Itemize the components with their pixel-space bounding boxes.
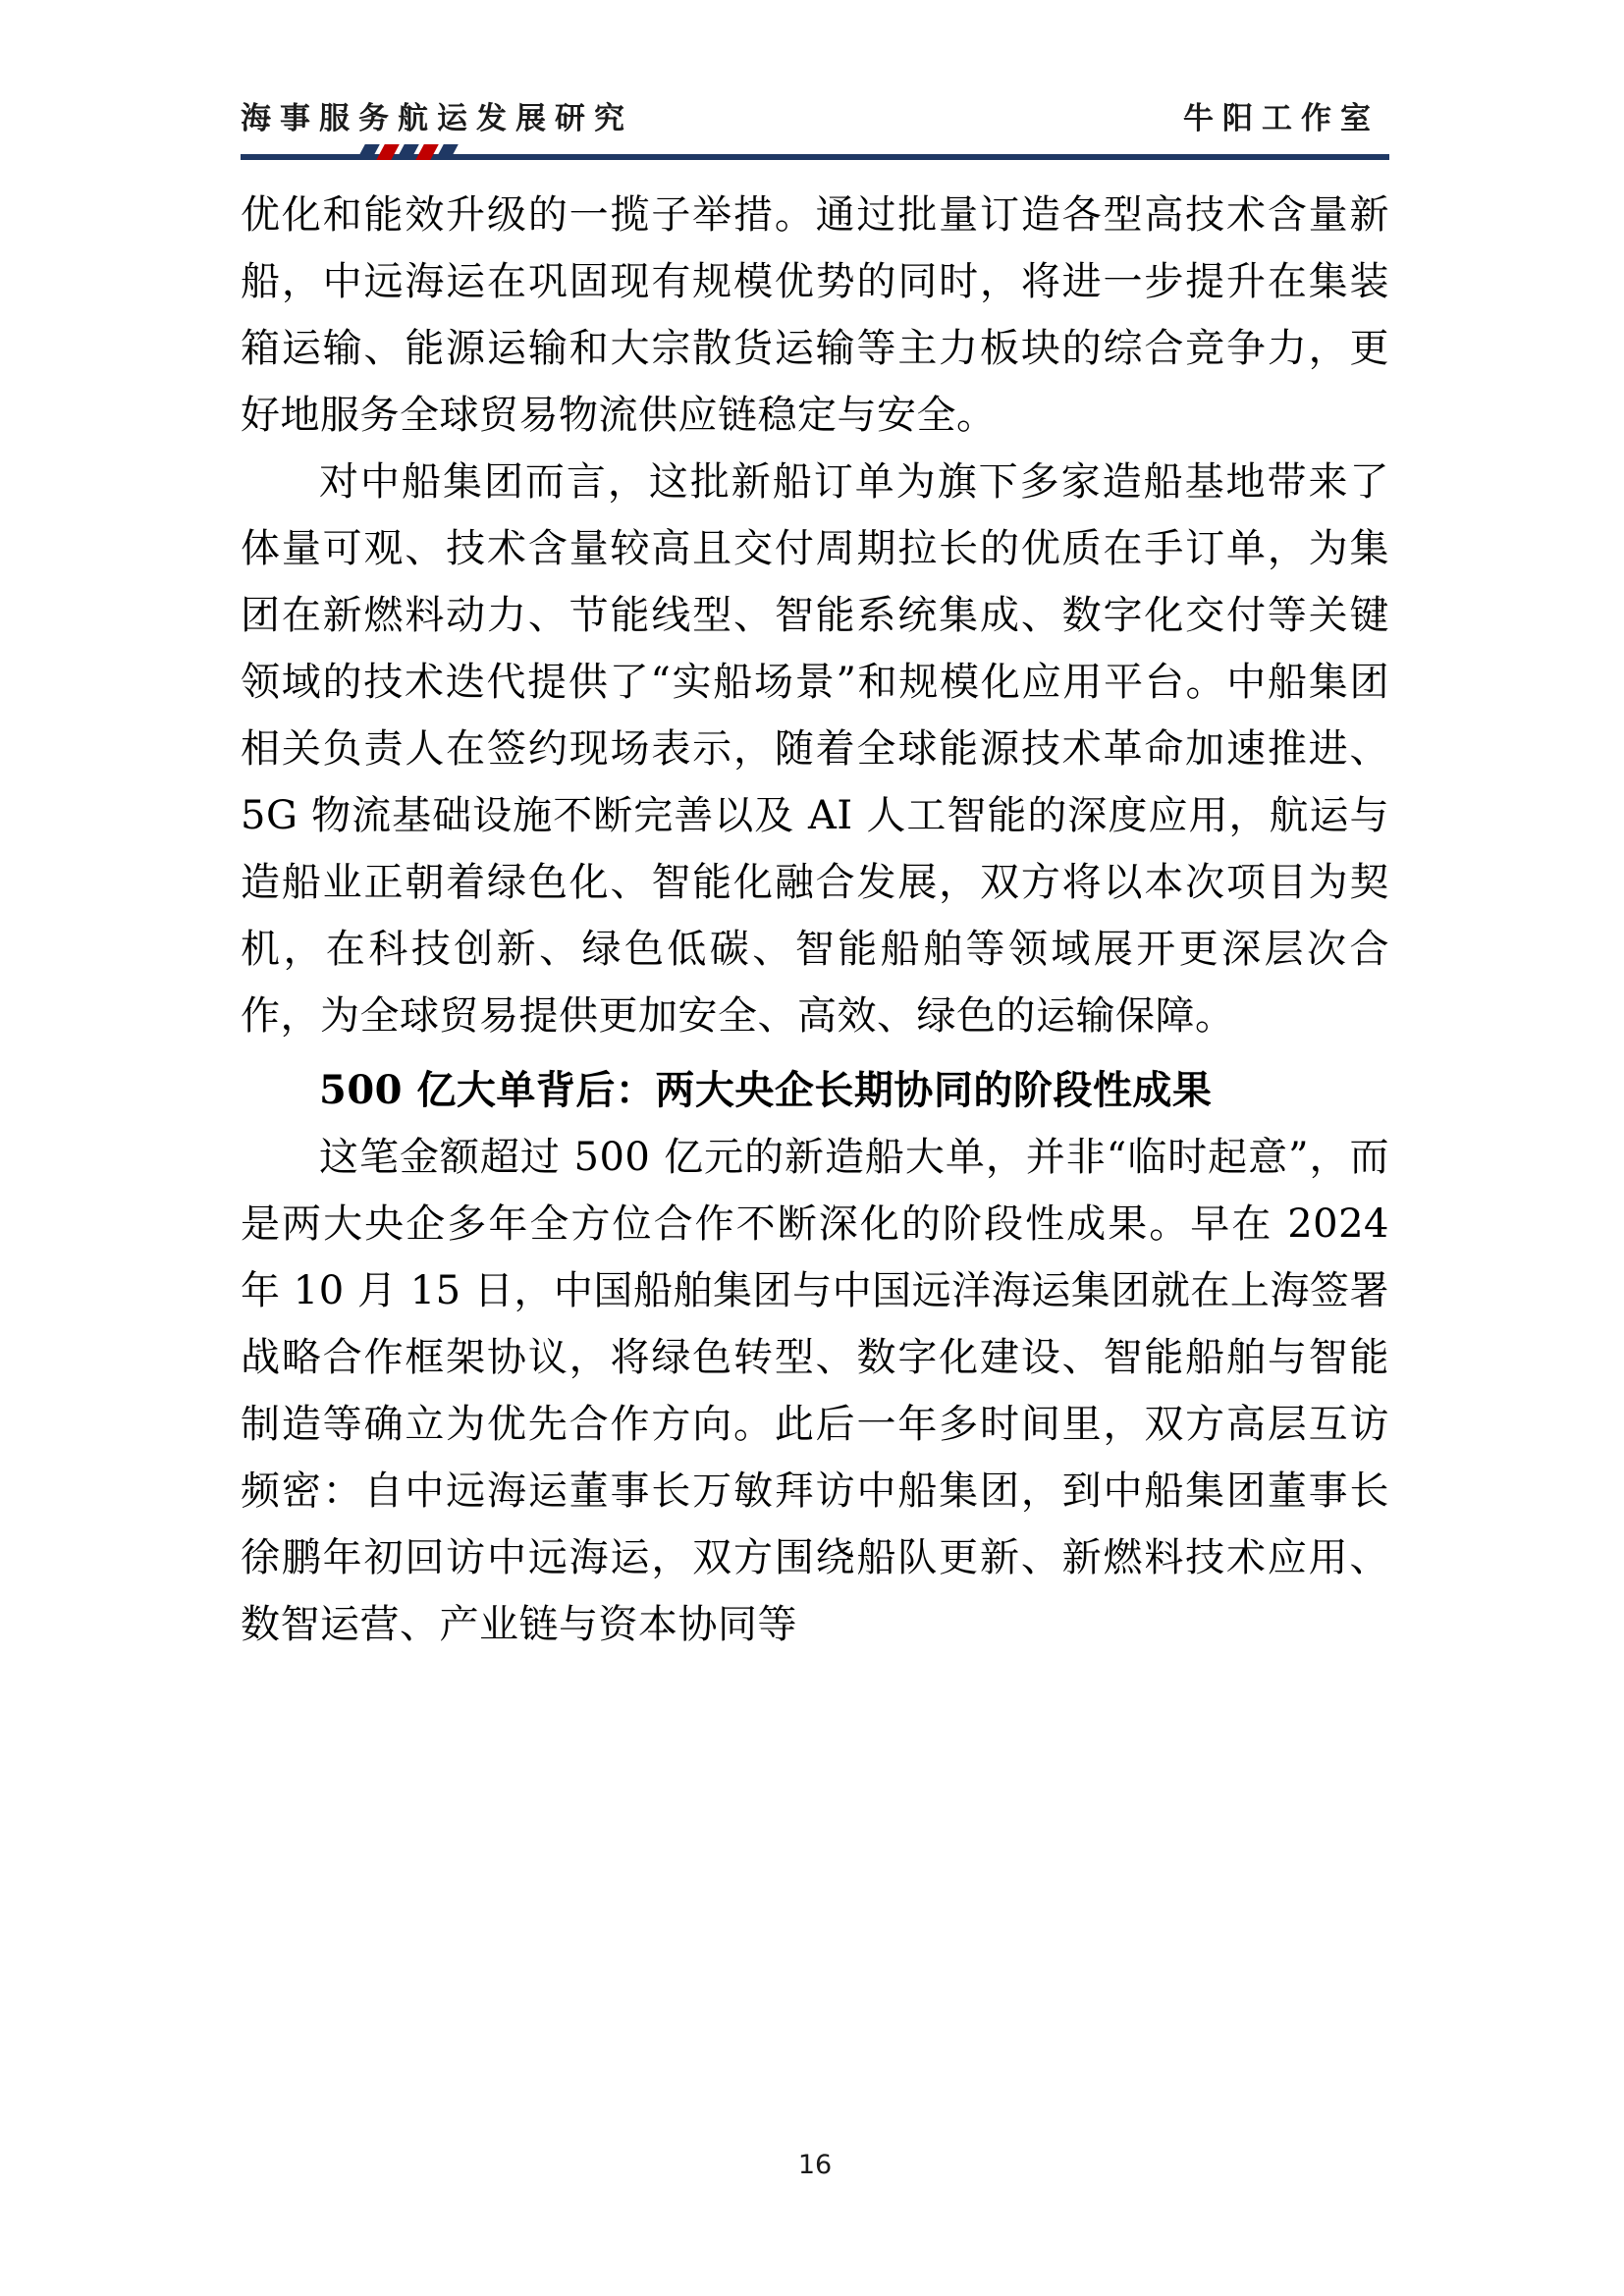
body-text — [241, 182, 1389, 1658]
paragraph-2: 对中船集团而言，这批新船订单为旗下多家造船基地带来了体量可观、技术含量较高且交付周期拉长的优质在手订单，为集团在新燃料动力、节能线型、智能系统集成、数字化交付等关键领域的技术迭代提供了“实船场景”和规模化应用平台。中船集团相关负责人在签约现场表示，随着全球能源技术革命加速推进、5G 物流基础设施不断完善以及 AI 人工智能的深度应用，航运与造船业正朝着绿色化、智能化融合发展，双方将以本次项目为契机，在科技创新、绿色低碳、智能船舶等领域展开更深层次合作，为全球贸易提供更加安全、高效、绿色的运输保障。 — [241, 459, 1389, 1039]
page-content — [241, 0, 1389, 2296]
header-accent-stripes-icon — [358, 144, 474, 160]
page-number: 16 — [797, 2150, 833, 2180]
paragraph-continuation: 优化和能效升级的一揽子举措。通过批量订造各型高技术含量新船，中远海运在巩固现有规模优势的同时，将进一步提升在集装箱运输、能源运输和大宗散货运输等主力板块的综合竞争力，更好地服务全球贸易物流供应链稳定与安全。 — [241, 192, 1389, 438]
header-right-title: 牛阳工作室 — [1183, 101, 1380, 136]
paragraph-3: 这笔金额超过 500 亿元的新造船大单，并非“临时起意”，而是两大央企多年全方位合作不断深化的阶段性成果。早在 2024 年 10 月 15 日，中国船舶集团与中国远洋海运集团就在上海签署战略合作框架协议，将绿色转型、数字化建设、智能船舶与智能制造等确立为优先合作方向。此后一年多时间里，双方高层互访频密：自中远海运董事长万敏拜访中船集团，到中船集团董事长徐鹏年初回访中远海运，双方围绕船队更新、新燃料技术应用、数智运营、产业链与资本协同等 — [241, 1135, 1389, 1647]
section-subheading: 500 亿大单背后：两大央企长期协同的阶段性成果 — [319, 1067, 1213, 1113]
header-left-title: 海事服务航运发展研究 — [241, 101, 633, 136]
page-header — [241, 93, 1389, 162]
page-footer — [241, 2150, 1389, 2180]
